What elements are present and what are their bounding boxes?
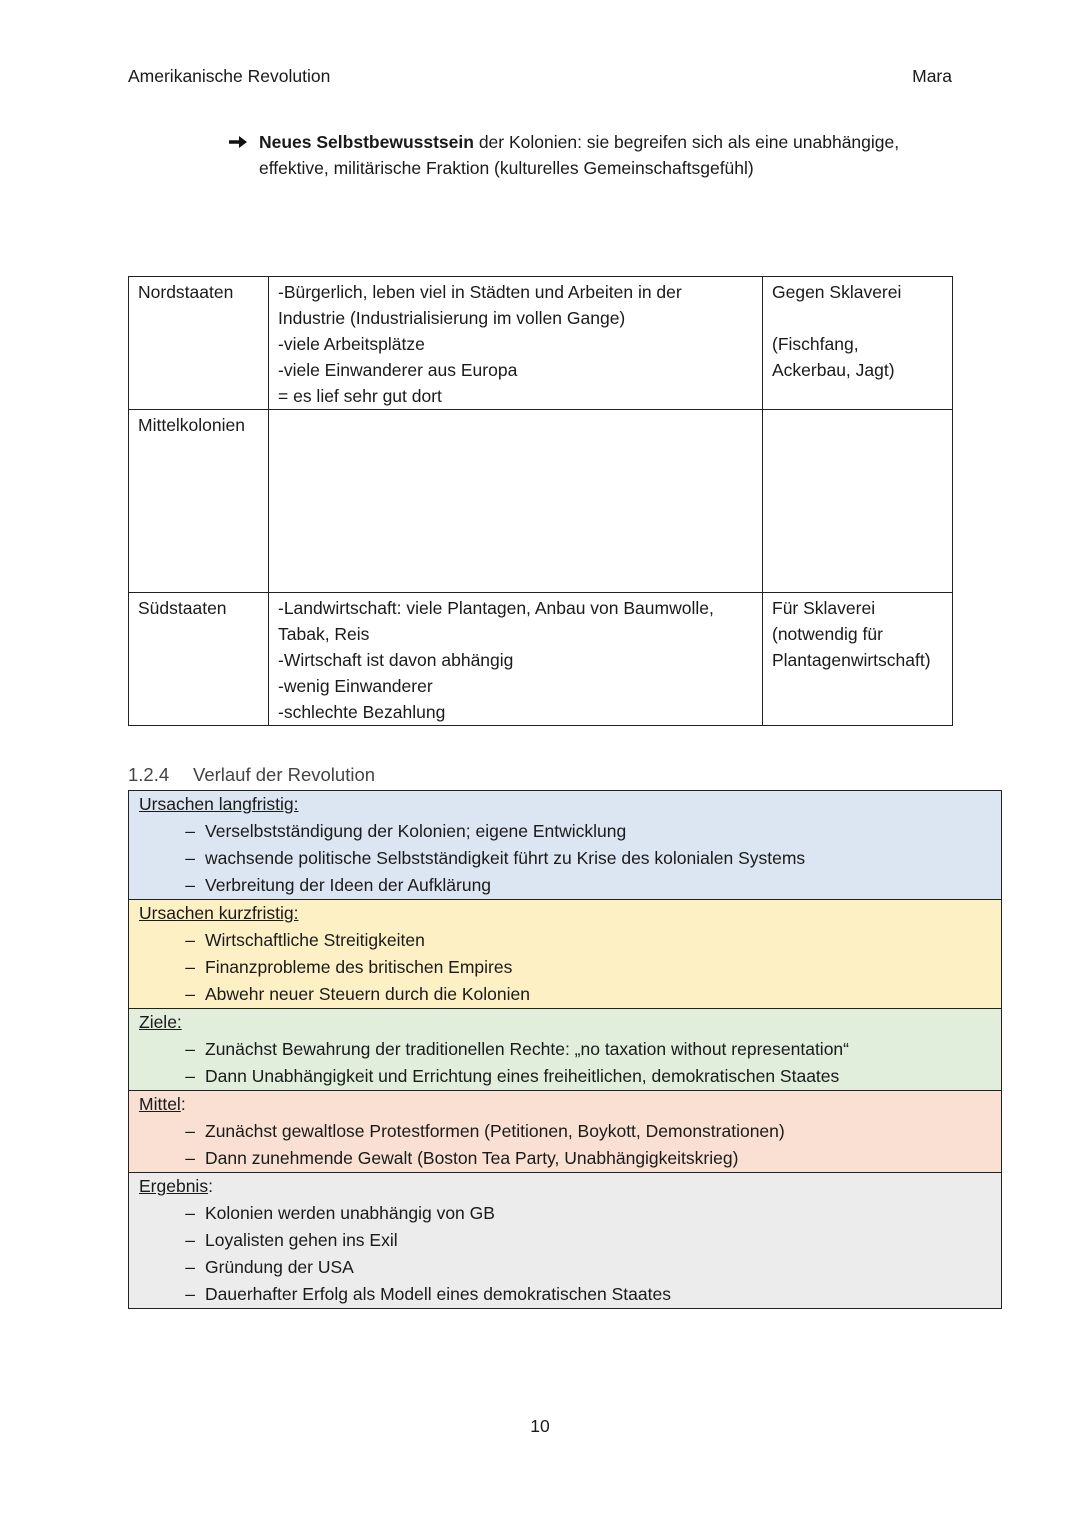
region-name: [129, 410, 269, 593]
verlauf-item: [139, 872, 991, 899]
description-line: -Wirtschaft ist davon abhängig: [278, 650, 514, 670]
verlauf-heading: [139, 1009, 991, 1036]
right-arrow-icon: [228, 129, 259, 181]
verlauf-block: [129, 1009, 1001, 1091]
verlauf-heading-text: Ergebnis: [139, 1176, 209, 1196]
verlauf-item-text: Verselbstständigung der Kolonien; eigene Entwicklung: [205, 821, 627, 841]
dash-bullet-icon: –: [185, 1257, 195, 1277]
region-row: [129, 277, 953, 410]
dash-bullet-icon: –: [185, 875, 195, 895]
region-description: [269, 410, 763, 593]
verlauf-heading-colon: :: [180, 1094, 186, 1114]
page-number: 10: [530, 1416, 550, 1436]
verlauf-heading-text: Ursachen langfristig:: [139, 794, 299, 814]
slavery-line: Ackerbau, Jagt): [772, 360, 895, 380]
verlauf-block: [129, 791, 1001, 900]
verlauf-item-text: Wirtschaftliche Streitigkeiten: [205, 930, 425, 950]
dash-bullet-icon: –: [185, 1284, 195, 1304]
slavery-line: Gegen Sklaverei: [772, 282, 902, 302]
description-line: Industrie (Industrialisierung im vollen Gange): [278, 308, 626, 328]
region-description: [269, 277, 763, 410]
dash-bullet-icon: –: [185, 1066, 195, 1086]
verlauf-item-text: Dauerhafter Erfolg als Modell eines demokratischen Staates: [205, 1284, 671, 1304]
section-heading: [128, 764, 375, 786]
verlauf-item-text: Abwehr neuer Steuern durch die Kolonien: [205, 984, 530, 1004]
intro-bold: Neues Selbstbewusstsein: [259, 132, 474, 152]
verlauf-block: [129, 1173, 1001, 1308]
description-line: -schlechte Bezahlung: [278, 702, 446, 722]
verlauf-item: [139, 927, 991, 954]
verlauf-item-text: Gründung der USA: [205, 1257, 354, 1277]
dash-bullet-icon: –: [185, 848, 195, 868]
verlauf-item: [139, 1254, 991, 1281]
verlauf-heading-text: Ziele:: [139, 1012, 182, 1032]
description-line: -Bürgerlich, leben viel in Städten und Arbeiten in der: [278, 282, 682, 302]
verlauf-item: [139, 981, 991, 1008]
verlauf-heading: [139, 1091, 991, 1118]
description-line: -wenig Einwanderer: [278, 676, 433, 696]
verlauf-item: [139, 1227, 991, 1254]
intro-note: [228, 129, 948, 181]
verlauf-item: [139, 1200, 991, 1227]
dash-bullet-icon: –: [185, 1230, 195, 1250]
verlauf-item: [139, 845, 991, 872]
verlauf-item: [139, 1281, 991, 1308]
slavery-line: (notwendig für: [772, 624, 883, 644]
verlauf-heading: [139, 791, 991, 818]
verlauf-item: [139, 818, 991, 845]
verlauf-block: [129, 1091, 1001, 1173]
dash-bullet-icon: –: [185, 1121, 195, 1141]
verlauf-item-text: wachsende politische Selbstständigkeit führt zu Krise des kolonialen Systems: [205, 848, 806, 868]
dash-bullet-icon: –: [185, 821, 195, 841]
section-title: Verlauf der Revolution: [193, 764, 376, 785]
region-name: [129, 277, 269, 410]
dash-bullet-icon: –: [185, 1039, 195, 1059]
description-line: = es lief sehr gut dort: [278, 386, 442, 406]
region-row: [129, 593, 953, 726]
section-number: 1.2.4: [128, 764, 170, 785]
author-name: Mara: [912, 66, 952, 86]
region-name-text: Südstaaten: [138, 598, 227, 618]
verlauf-item-text: Dann Unabhängigkeit und Errichtung eines freiheitlichen, demokratischen Staates: [205, 1066, 840, 1086]
verlauf-heading-text: Ursachen kurzfristig:: [139, 903, 299, 923]
intro-line2: effektive, militärische Fraktion (kulturelles Gemeinschaftsgefühl): [259, 158, 754, 178]
verlauf-item-text: Finanzprobleme des britischen Empires: [205, 957, 513, 977]
verlauf-heading: [139, 1173, 991, 1200]
verlauf-item: [139, 1118, 991, 1145]
verlauf-table: [128, 790, 1002, 1309]
dash-bullet-icon: –: [185, 957, 195, 977]
dash-bullet-icon: –: [185, 1203, 195, 1223]
region-row: [129, 410, 953, 593]
verlauf-block: [129, 900, 1001, 1009]
verlauf-heading-colon: :: [208, 1176, 213, 1196]
verlauf-item: [139, 1036, 991, 1063]
verlauf-item: [139, 1063, 991, 1090]
slavery-line: Für Sklaverei: [772, 598, 876, 618]
verlauf-item-text: Verbreitung der Ideen der Aufklärung: [205, 875, 492, 895]
intro-rest: der Kolonien: sie begreifen sich als eine unabhängige,: [473, 132, 900, 152]
region-description: [269, 593, 763, 726]
region-name-text: Mittelkolonien: [138, 415, 245, 435]
verlauf-item-text: Loyalisten gehen ins Exil: [205, 1230, 398, 1250]
description-line: -Landwirtschaft: viele Plantagen, Anbau von Baumwolle,: [278, 598, 714, 618]
region-slavery: [763, 593, 953, 726]
region-name: [129, 593, 269, 726]
intro-text: [259, 129, 899, 181]
description-line: Tabak, Reis: [278, 624, 370, 644]
verlauf-heading-text: Mittel: [139, 1094, 181, 1114]
verlauf-item: [139, 1145, 991, 1172]
slavery-line: (Fischfang,: [772, 334, 859, 354]
slavery-line: [772, 305, 943, 331]
region-slavery: [763, 410, 953, 593]
region-slavery: [763, 277, 953, 410]
regions-table: [128, 276, 953, 726]
slavery-line: Plantagenwirtschaft): [772, 650, 931, 670]
verlauf-item-text: Zunächst gewaltlose Protestformen (Petitionen, Boykott, Demonstrationen): [205, 1121, 785, 1141]
dash-bullet-icon: –: [185, 984, 195, 1004]
verlauf-item-text: Kolonien werden unabhängig von GB: [205, 1203, 495, 1223]
document-title: Amerikanische Revolution: [128, 66, 331, 86]
verlauf-item-text: Dann zunehmende Gewalt (Boston Tea Party, Unabhängigkeitskrieg): [205, 1148, 739, 1168]
description-line: -viele Arbeitsplätze: [278, 334, 425, 354]
region-name-text: Nordstaaten: [138, 282, 234, 302]
verlauf-item-text: Zunächst Bewahrung der traditionellen Rechte: „no taxation without representation“: [205, 1039, 849, 1059]
description-line: -viele Einwanderer aus Europa: [278, 360, 518, 380]
verlauf-heading: [139, 900, 991, 927]
dash-bullet-icon: –: [185, 930, 195, 950]
dash-bullet-icon: –: [185, 1148, 195, 1168]
verlauf-item: [139, 954, 991, 981]
